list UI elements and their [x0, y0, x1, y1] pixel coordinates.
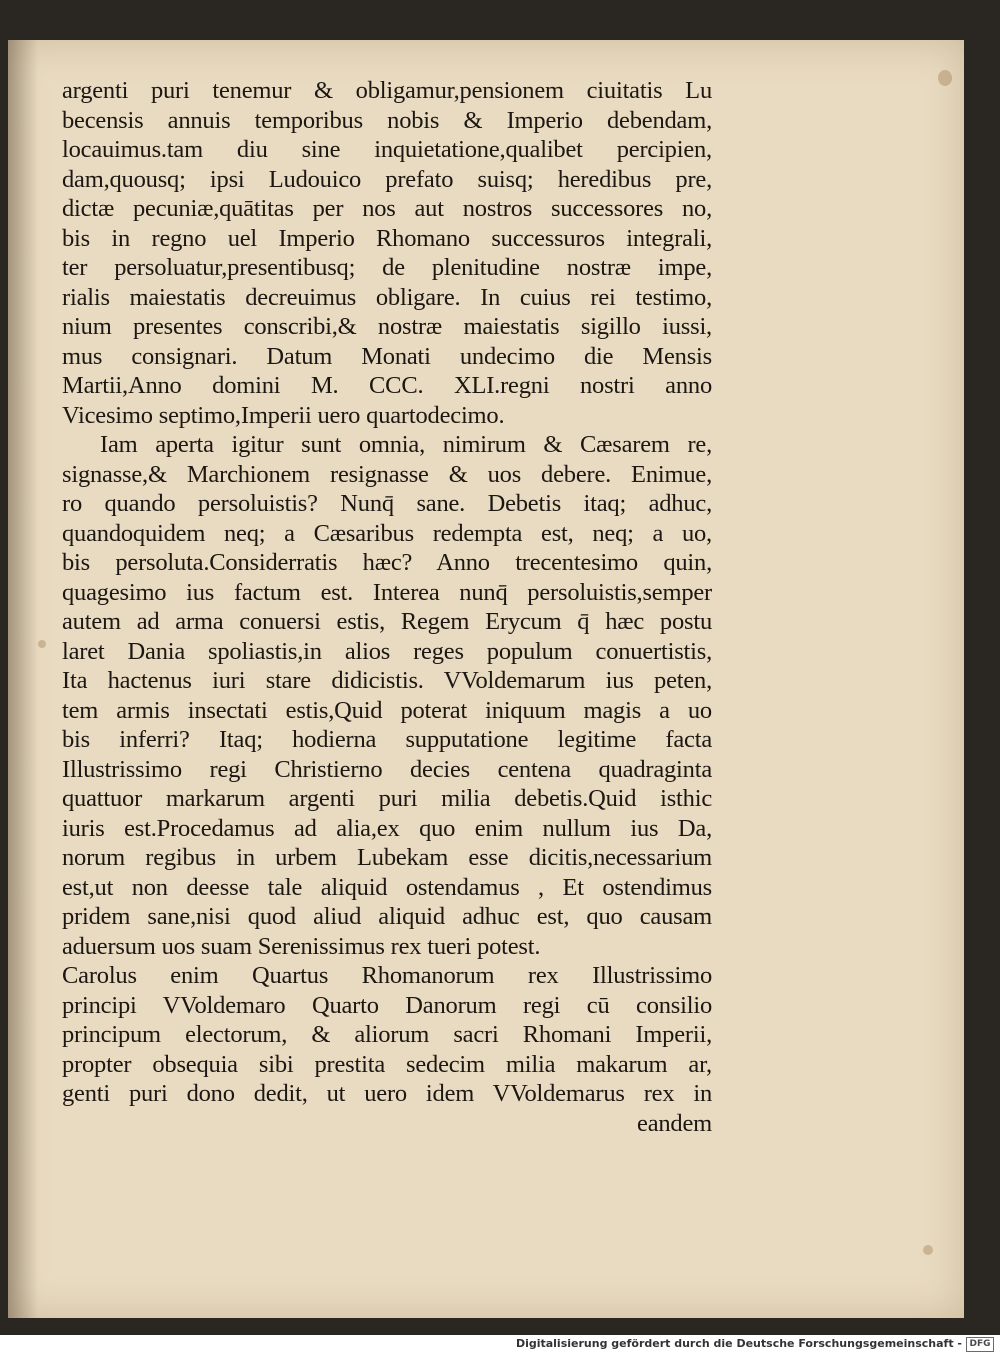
text-line: principi VVoldemaro Quarto Danorum regi cū consilio	[62, 991, 712, 1019]
text-line: ro quando persoluistis? Nunq̄ sane. Debetis itaq; adhuc,	[62, 490, 712, 517]
text-line: norum regibus in urbem Lubekam esse dicitis,necessarium	[62, 844, 712, 871]
text-line: ter persoluatur,presentibusq; de plenitudine nostræ impe,	[62, 254, 712, 281]
text-line: Ita hactenus iuri stare didicistis. VVoldemarum ius peten,	[62, 667, 712, 694]
text-line: dam,quousq; ipsi Ludouico prefato suisq; heredibus pre,	[62, 165, 712, 193]
dfg-logo-icon: DFG	[966, 1337, 994, 1352]
paper-stain	[938, 70, 952, 86]
paragraph-start-line: Carolus enim Quartus Rhomanorum rex Illustrissimo	[62, 962, 712, 989]
page-text	[62, 76, 712, 1138]
text-line: laret Dania spoliastis,in alios reges populum conuertistis,	[62, 637, 712, 665]
text-line: pridem sane,nisi quod aliud aliquid adhuc est, quo causam	[62, 903, 712, 930]
text-line: tem armis insectati estis,Quid poterat iniquum magis a uo	[62, 696, 712, 724]
text-line: nium presentes conscribi,& nostræ maiestatis sigillo iussi,	[62, 313, 712, 340]
text-line: mus consignari. Datum Monati undecimo die Mensis	[62, 342, 712, 370]
text-line: bis persoluta.Considerratis hæc? Anno trecentesimo quin,	[62, 549, 712, 576]
paper-stain	[923, 1245, 933, 1255]
catchword: eandem	[637, 1109, 712, 1137]
text-line: becensis annuis temporibus nobis & Imperio debendam,	[62, 106, 712, 134]
text-line: quandoquidem neq; a Cæsaribus redempta est, neq; a uo,	[62, 519, 712, 547]
text-line: dictæ pecuniæ,quātitas per nos aut nostros successores no,	[62, 195, 712, 222]
footer-bar	[0, 1335, 1000, 1355]
text-line: est,ut non deesse tale aliquid ostendamus , Et ostendimus	[62, 873, 712, 901]
text-line: genti puri dono dedit, ut uero idem VVoldemarus rex in	[62, 1080, 712, 1107]
text-line: aduersum uos suam Serenissimus rex tueri potest.	[62, 932, 541, 960]
text-line: quattuor markarum argenti puri milia debetis.Quid isthic	[62, 785, 712, 812]
text-line: locauimus.tam diu sine inquietatione,qualibet percipien,	[62, 136, 712, 163]
text-line: autem ad arma conuersi estis, Regem Erycum q̄ hæc postu	[62, 608, 712, 635]
text-line: principum electorum, & aliorum sacri Rhomani Imperii,	[62, 1021, 712, 1048]
paper-stain	[38, 640, 46, 648]
text-line: quagesimo ius factum est. Interea nunq̄ persoluistis,semper	[62, 578, 712, 606]
text-line: Vicesimo septimo,Imperii uero quartodecimo.	[62, 401, 505, 429]
text-line: rialis maiestatis decreuimus obligare. In cuius rei testimo,	[62, 283, 712, 311]
text-line: Martii,Anno domini M. CCC. XLI.regni nostri anno	[62, 372, 712, 399]
spine-shadow	[8, 40, 38, 1318]
text-line: bis in regno uel Imperio Rhomano successuros integrali,	[62, 224, 712, 252]
funding-credit: Digitalisierung gefördert durch die Deutsche Forschungsgemeinschaft -	[515, 1337, 962, 1350]
text-line: argenti puri tenemur & obligamur,pensionem ciuitatis Lu	[62, 77, 712, 104]
text-line: Illustrissimo regi Christierno decies centena quadraginta	[62, 755, 712, 783]
text-line: iuris est.Procedamus ad alia,ex quo enim nullum ius Da,	[62, 814, 712, 842]
text-line: signasse,& Marchionem resignasse & uos debere. Enimue,	[62, 460, 712, 488]
paragraph-start-line: Iam aperta igitur sunt omnia, nimirum & Cæsarem re,	[100, 431, 712, 458]
text-line: propter obsequia sibi prestita sedecim milia makarum ar,	[62, 1050, 712, 1078]
text-line: bis inferri? Itaq; hodierna supputatione legitime facta	[62, 726, 712, 753]
